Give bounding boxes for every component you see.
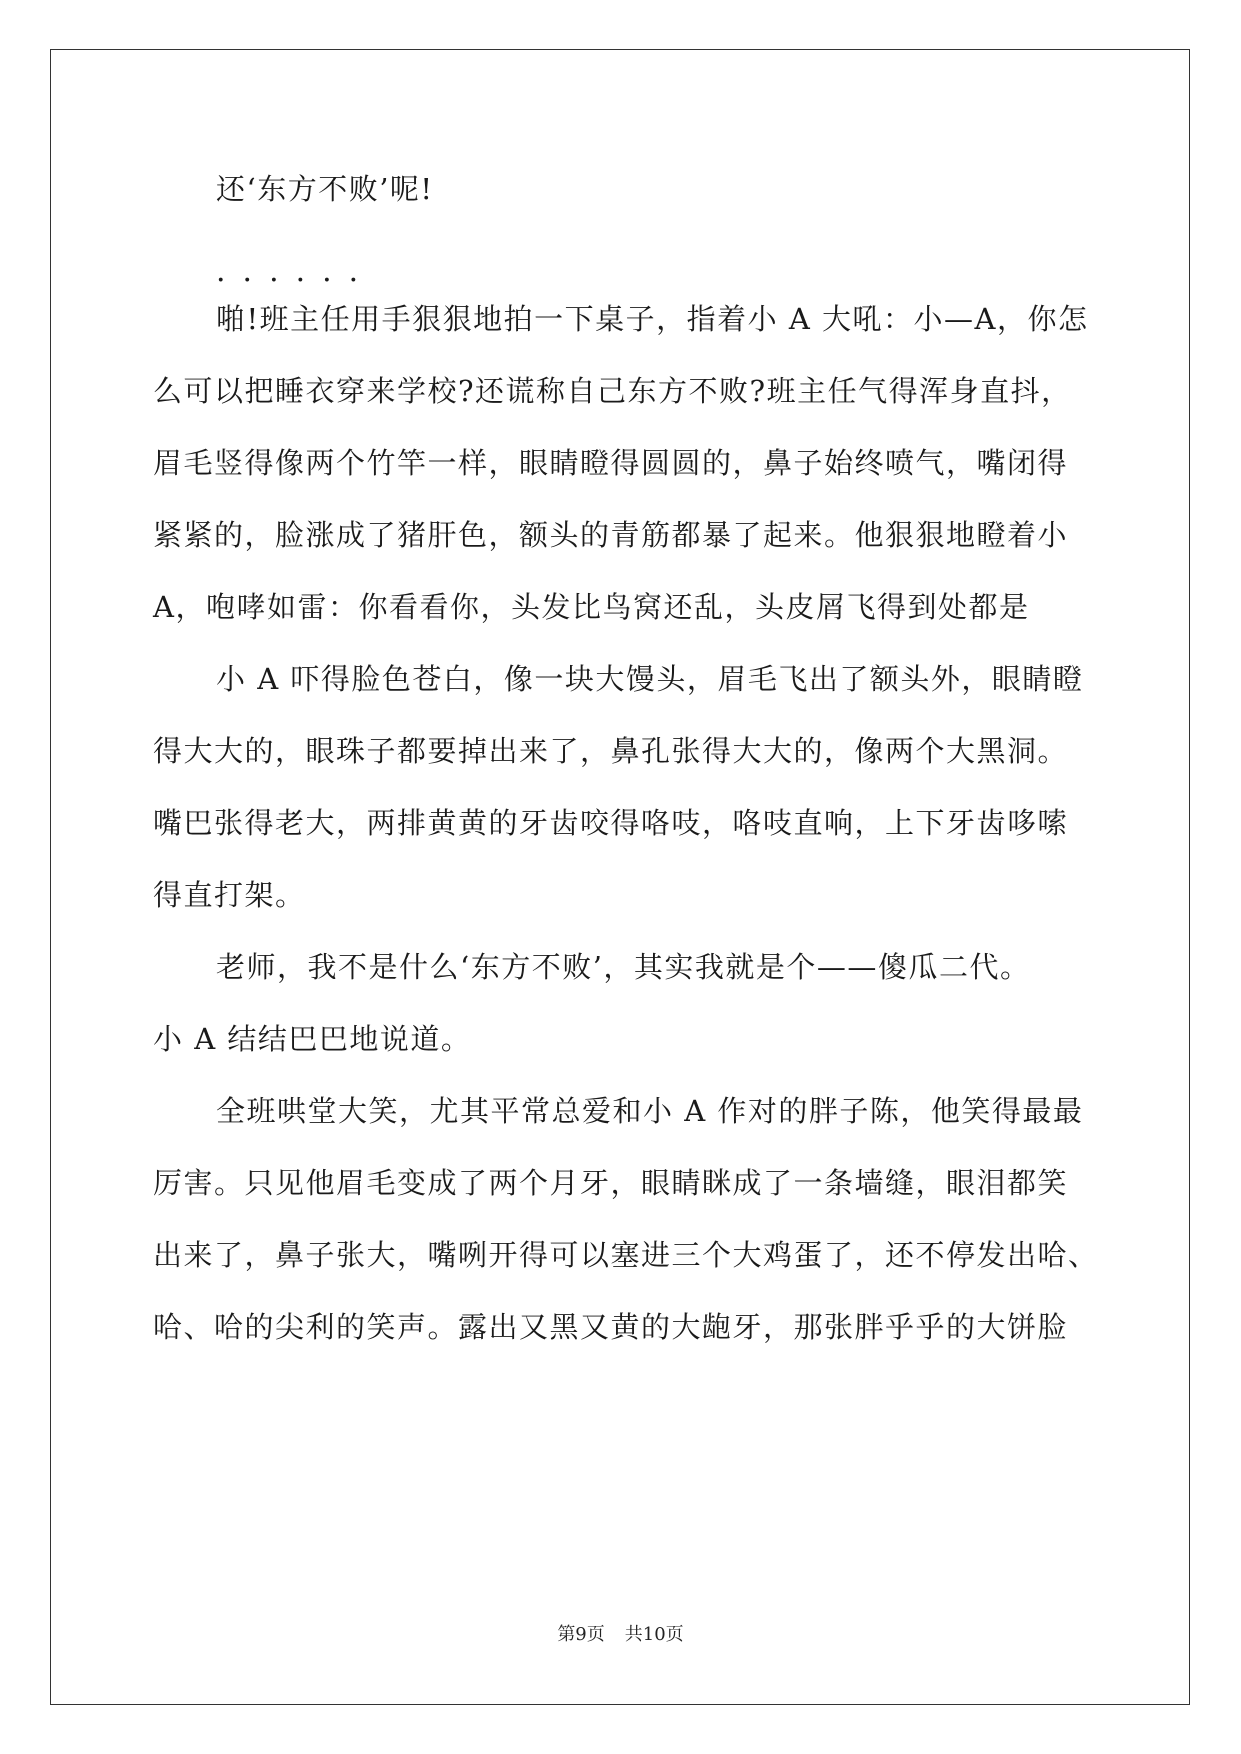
ellipsis-dots: ······ bbox=[216, 263, 376, 298]
page-total: 共10页 bbox=[624, 1624, 684, 1645]
paragraph-line: A，咆哮如雷：你看看你，头发比鸟窝还乱，头皮屑飞得到处都是 bbox=[153, 590, 1030, 624]
paragraph-line: 得直打架。 bbox=[153, 878, 306, 912]
paragraph-line: 厉害。只见他眉毛变成了两个月牙，眼睛眯成了一条墙缝，眼泪都笑 bbox=[153, 1166, 1069, 1200]
page-number: 第9页 bbox=[557, 1624, 605, 1645]
paragraph-line: 嘴巴张得老大，两排黄黄的牙齿咬得咯吱，咯吱直响，上下牙齿哆嗦 bbox=[153, 806, 1069, 840]
paragraph-line: 出来了，鼻子张大，嘴咧开得可以塞进三个大鸡蛋了，还不停发出哈、 bbox=[153, 1238, 1099, 1272]
paragraph-line: 小 A 结结巴巴地说道。 bbox=[153, 1022, 472, 1056]
paragraph-line: 得大大的，眼珠子都要掉出来了，鼻孔张得大大的，像两个大黑洞。 bbox=[153, 734, 1069, 768]
paragraph-line: 啪!班主任用手狠狠地拍一下桌子，指着小 A 大吼：小—A，你怎 bbox=[216, 302, 1089, 336]
paragraph-line: 小 A 吓得脸色苍白，像一块大馒头，眉毛飞出了额头外，眼睛瞪 bbox=[216, 662, 1084, 696]
paragraph-line: 眉毛竖得像两个竹竿一样，眼睛瞪得圆圆的，鼻子始终喷气，嘴闭得 bbox=[153, 446, 1069, 480]
paragraph-line: 哈、哈的尖利的笑声。露出又黑又黄的大龅牙，那张胖乎乎的大饼脸 bbox=[153, 1310, 1069, 1344]
paragraph-line: 还‘东方不败’呢! bbox=[216, 172, 434, 206]
paragraph-line: 么可以把睡衣穿来学校?还谎称自己东方不败?班主任气得浑身直抖， bbox=[153, 374, 1072, 408]
paragraph-line: 全班哄堂大笑，尤其平常总爱和小 A 作对的胖子陈，他笑得最最 bbox=[216, 1094, 1084, 1128]
paragraph-line: 老师，我不是什么‘东方不败’，其实我就是个——傻瓜二代。 bbox=[216, 950, 1031, 984]
paragraph-line: 紧紧的，脸涨成了猪肝色，额头的青筋都暴了起来。他狠狠地瞪着小 bbox=[153, 518, 1069, 552]
page-footer bbox=[0, 1626, 1241, 1644]
